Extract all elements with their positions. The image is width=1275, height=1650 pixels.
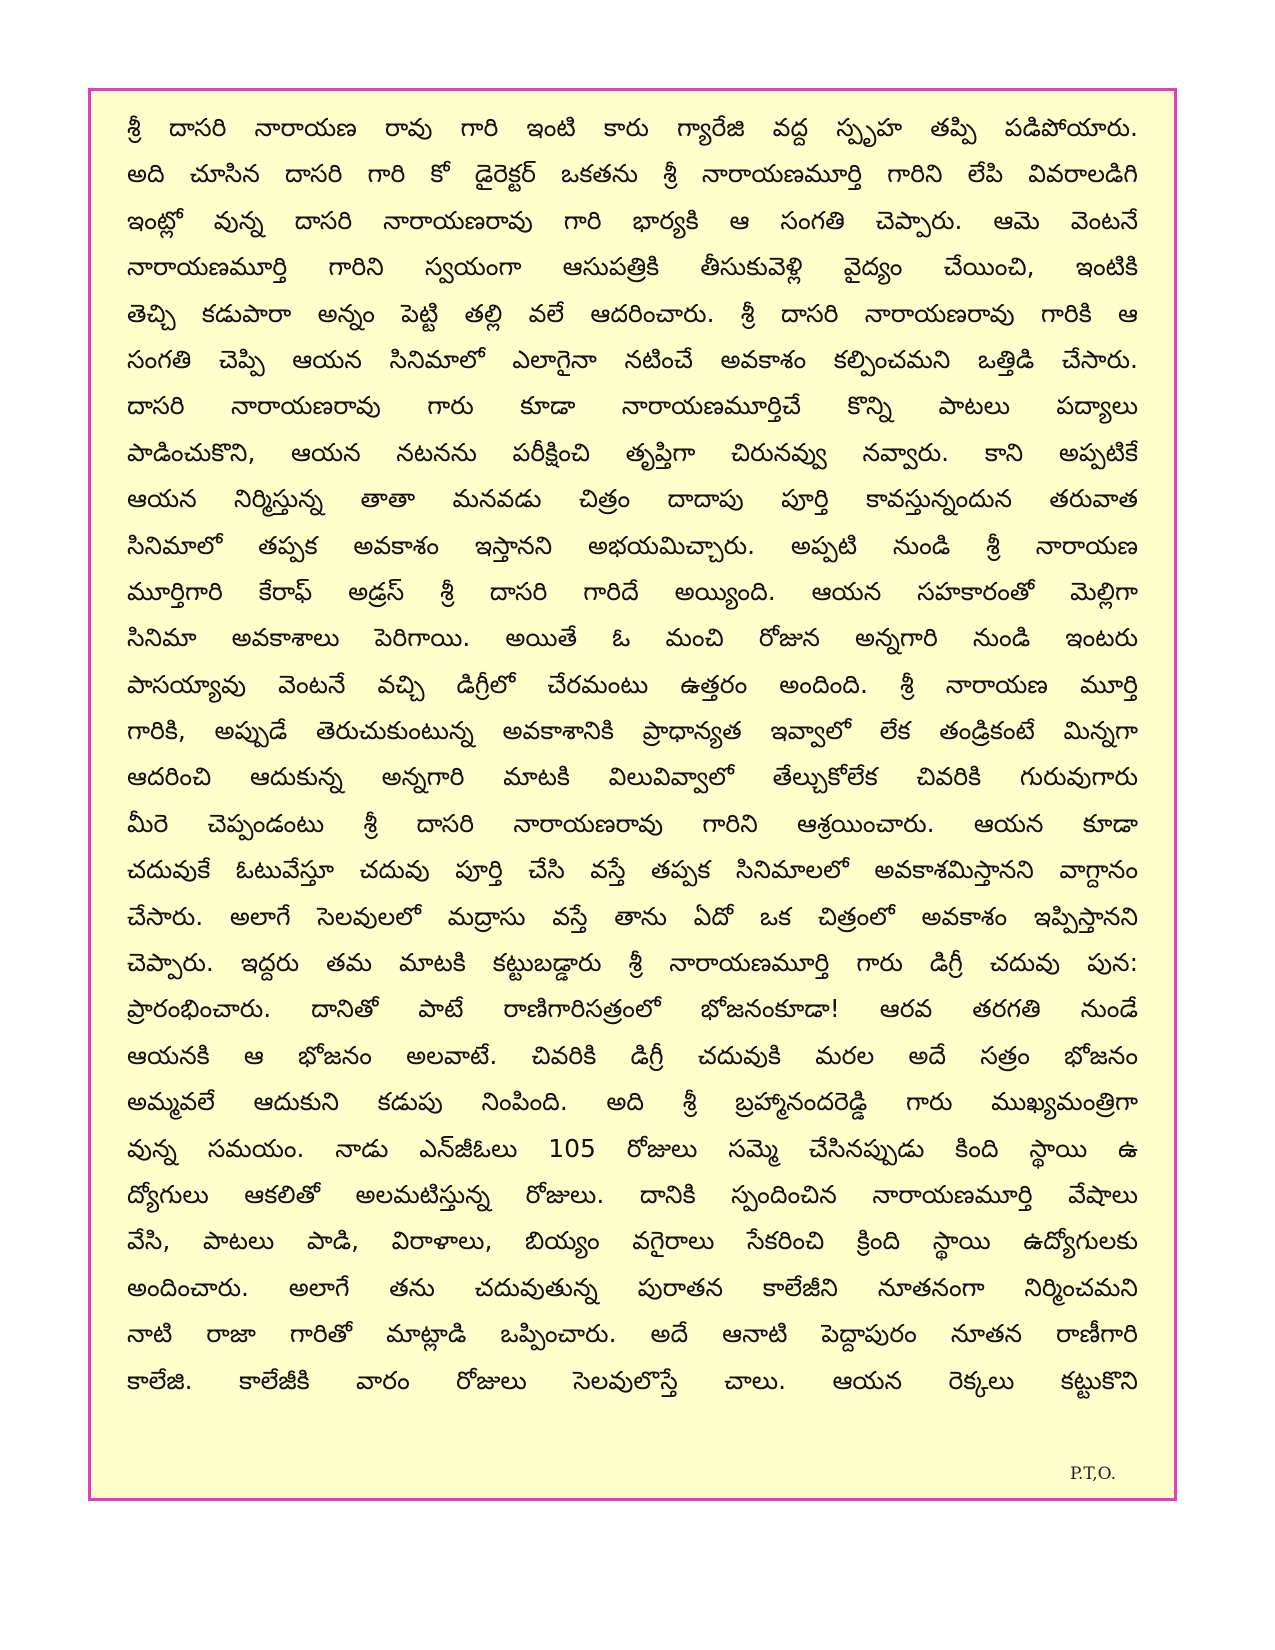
- text-line: పాసయ్యావు వెంటనే వచ్చి డిగ్రీలో చేరమంటు ఉత్తరం అందింది. శ్రీ నారాయణ మూర్తి: [127, 669, 1138, 699]
- text-line: మూర్తిగారి కేరాఫ్ అడ్రస్ శ్రీ దాసరి గారిదే అయ్యింది. ఆయన సహకారంతో మెల్లిగా: [127, 576, 1138, 606]
- text-line: పాడించుకొని, ఆయన నటనను పరీక్షించి తృప్తిగా చిరునవ్వు నవ్వారు. కాని అప్పటికే: [127, 437, 1138, 467]
- text-line: చెప్పారు. ఇద్దరు తమ మాటకి కట్టుబడ్డారు శ్రీ నారాయణమూర్తి గారు డిగ్రీ చదువు పున:: [127, 948, 1138, 978]
- text-line: అమ్మవలే ఆదుకుని కడుపు నింపింది. అది శ్రీ బ్రహ్మానందరెడ్డి గారు ముఖ్యమంత్రిగా: [127, 1087, 1138, 1117]
- text-line: గారికి, అప్పుడే తెరుచుకుంటున్న అవకాశానికి ప్రాధాన్యత ఇవ్వాలో లేక తండ్రికంటే మిన్నగా: [127, 716, 1138, 746]
- text-line: ద్యోగులు ఆకలితో అలమటిస్తున్న రోజులు. దానికి స్పందించిన నారాయణమూర్తి వేషాలు: [127, 1179, 1138, 1209]
- text-line: వున్న సమయం. నాడు ఎన్‌జీఓలు 105 రోజులు సమ్మె చేసినప్పుడు కింది స్థాయి ఉ: [127, 1133, 1138, 1163]
- text-line: ఇంట్లో వున్న దాసరి నారాయణరావు గారి భార్యకి ఆ సంగతి చెప్పారు. ఆమె వెంటనే: [127, 205, 1138, 235]
- text-line: అది చూసిన దాసరి గారి కో డైరెక్టర్ ఒకతను శ్రీ నారాయణమూర్తి గారిని లేపి వివరాలడిగి: [127, 159, 1138, 189]
- text-line: నాటి రాజా గారితో మాట్లాడి ఒప్పించారు. అదే ఆనాటి పెద్దాపురం నూతన రాణీగారి: [127, 1319, 1138, 1349]
- page-border-frame: [88, 88, 1177, 1501]
- text-line: కాలేజి. కాలేజీకి వారం రోజులు సెలవులొస్తే చాలు. ఆయన రెక్కలు కట్టుకొని: [127, 1365, 1138, 1395]
- page-footer-pto: P.T,O.: [1070, 1464, 1116, 1484]
- text-line: ఆయన నిర్మిస్తున్న తాతా మనవడు చిత్రం దాదాపు పూర్తి కావస్తున్నందున తరువాత: [127, 484, 1138, 514]
- text-line: తెచ్చి కడుపారా అన్నం పెట్టి తల్లి వలే ఆదరించారు. శ్రీ దాసరి నారాయణరావు గారికి ఆ: [127, 298, 1138, 328]
- text-line: సినిమా అవకాశాలు పెరిగాయి. అయితే ఓ మంచి రోజున అన్నగారి నుండి ఇంటరు: [127, 623, 1138, 653]
- text-line: ఆదరించి ఆదుకున్న అన్నగారి మాటకి విలువివ్వాలో తేల్చుకోలేక చివరికి గురువుగారు: [127, 762, 1138, 792]
- text-line: ప్రారంభించారు. దానితో పాటే రాణిగారిసత్రంలో భోజనంకూడా! ఆరవ తరగతి నుండే: [127, 994, 1138, 1024]
- body-text: [127, 105, 1138, 1404]
- text-line: సంగతి చెప్పి ఆయన సినిమాలో ఎలాగైనా నటించే అవకాశం కల్పించమని ఒత్తిడి చేసారు.: [127, 344, 1138, 374]
- text-line: చదువుకే ఓటువేస్తూ చదువు పూర్తి చేసి వస్తే తప్పక సినిమాలలో అవకాశమిస్తానని వాగ్దానం: [127, 855, 1138, 885]
- text-line: వేసి, పాటలు పాడి, విరాళాలు, బియ్యం వగైరాలు సేకరించి క్రింది స్థాయి ఉద్యోగులకు: [127, 1226, 1138, 1256]
- text-line: అందించారు. అలాగే తను చదువుతున్న పురాతన కాలేజీని నూతనంగా నిర్మించమని: [127, 1272, 1138, 1302]
- text-line: మీరె చెప్పండంటు శ్రీ దాసరి నారాయణరావు గారిని ఆశ్రయించారు. ఆయన కూడా: [127, 808, 1138, 838]
- text-line: చేసారు. అలాగే సెలవులలో మద్రాసు వస్తే తాను ఏదో ఒక చిత్రంలో అవకాశం ఇప్పిస్తానని: [127, 901, 1138, 931]
- text-line: శ్రీ దాసరి నారాయణ రావు గారి ఇంటి కారు గ్యారేజి వద్ద స్పృహ తప్పి పడిపోయారు.: [127, 113, 1138, 142]
- text-line: ఆయనకి ఆ భోజనం అలవాటే. చివరికి డిగ్రీ చదువుకి మరల అదే సత్రం భోజనం: [127, 1040, 1138, 1070]
- text-line: సినిమాలో తప్పక అవకాశం ఇస్తానని అభయమిచ్చారు. అప్పటి నుండి శ్రీ నారాయణ: [127, 530, 1138, 560]
- text-line: నారాయణమూర్తి గారిని స్వయంగా ఆసుపత్రికి తీసుకువెళ్లి వైద్యం చేయించి, ఇంటికి: [127, 252, 1138, 282]
- text-line: దాసరి నారాయణరావు గారు కూడా నారాయణమూర్తిచే కొన్ని పాటలు పద్యాలు: [127, 391, 1138, 421]
